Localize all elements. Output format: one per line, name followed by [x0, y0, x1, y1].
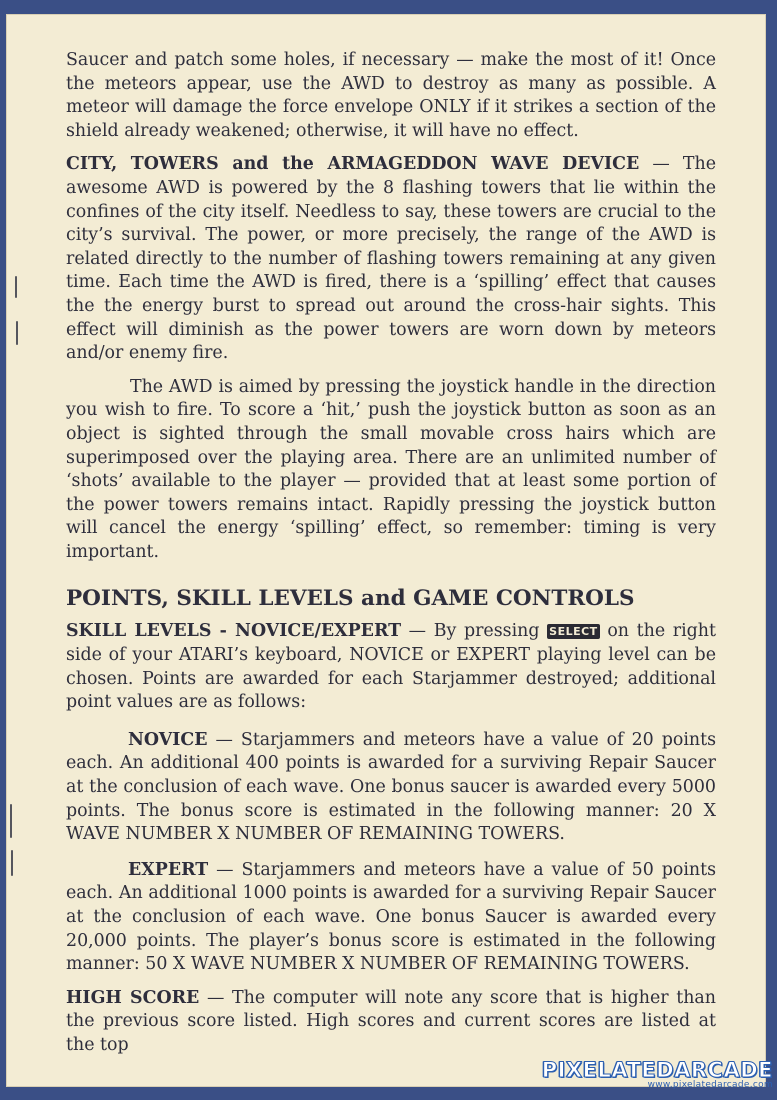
expert-label: EXPERT [128, 859, 209, 880]
manual-page [6, 14, 766, 1087]
margin-mark [15, 276, 17, 298]
section-heading: POINTS, SKILL LEVELS and GAME CONTROLS [66, 586, 635, 612]
watermark-logo [542, 1058, 773, 1090]
novice-block [66, 729, 716, 847]
paragraph-lead: SKILL LEVELS - NOVICE/EXPERT [66, 621, 402, 642]
paragraph-high-score [66, 987, 716, 1058]
novice-label: NOVICE [128, 729, 208, 750]
paragraph-city-towers [66, 153, 716, 365]
expert-body: — Starjammers and meteors have a value of 50 points each. An additional 1000 points is awarded for a surviving Repair Saucer at the conclusion of each wave. One bonus Saucer is awarded every 20,000 points. The player’s bonus score is estimated in the following manner: 50 X WAVE NUMBER X NUMBER OF REMAINING TOWERS. [66, 859, 716, 975]
page-text [66, 49, 716, 1058]
novice-body: — Starjammers and meteors have a value of 20 points each. An additional 400 points is awarded for a surviving Repair Saucer at the conclusion of each wave. One bonus saucer is awarded every 5000 points. The bonus score is estimated in the following manner: 20 X WAVE NUMBER X NUMBER OF REMAINING TOWERS. [66, 729, 716, 845]
watermark-brand: PIXELATEDARCADE [541, 1058, 773, 1082]
paragraph-skill-levels [66, 620, 716, 714]
paragraph-body: on the right side of your ATARI’s keyboard, NOVICE or EXPERT playing level can be chosen. Points are awarded for each Starjammer destroyed; additional point values are as follows: [66, 621, 716, 713]
select-key-icon: SELECT [549, 625, 598, 639]
paragraph-lead: HIGH SCORE [66, 987, 200, 1008]
margin-mark [11, 850, 13, 876]
paragraph-body: — By pressing [401, 621, 548, 642]
paragraph-shield: Saucer and patch some holes, if necessary — make the most of it! Once the meteors appear, use the AWD to destroy as many as possible. A meteor will damage the force envelope ONLY if it strikes a section of the shield already weakened; otherwise, it will have no effect. [66, 50, 716, 141]
margin-mark [16, 321, 18, 345]
expert-block [66, 859, 716, 977]
paragraph-body: — The awesome AWD is powered by the 8 flashing towers that lie within the confines of the city itself. Needless to say, these towers are crucial to the city’s survival. The power, or more precisely, the range of the AWD is related directly to the number of flashing towers remaining at any given time. Each time the AWD is fired, there is a ‘spilling’ effect that causes the the energy burst to spread out around the cross-hair sights. This effect will diminish as the power towers are worn down by meteors and/or enemy fire. [66, 154, 716, 364]
paragraph-awd-aiming: The AWD is aimed by pressing the joystick handle in the direction you wish to fire. To score a ‘hit,’ push the joystick button as soon as an object is sighted through the small movable cross hairs which are superimposed over the playing area. There are an unlimited number of ‘shots’ available to the player — provided that at least some portion of the power towers remains intact. Rapidly pressing the joystick button will cancel the energy ‘spilling’ effect, so remember: timing is very important. [66, 376, 716, 562]
paragraph-lead: CITY, TOWERS and the ARMAGEDDON WAVE DEVICE [66, 154, 640, 175]
paragraph-body: — The computer will note any score that is higher than the previous score listed. High scores and current scores are listed at the top [66, 987, 716, 1055]
margin-mark [10, 804, 12, 838]
watermark-url: www.pixelatedarcade.com [647, 1080, 773, 1090]
